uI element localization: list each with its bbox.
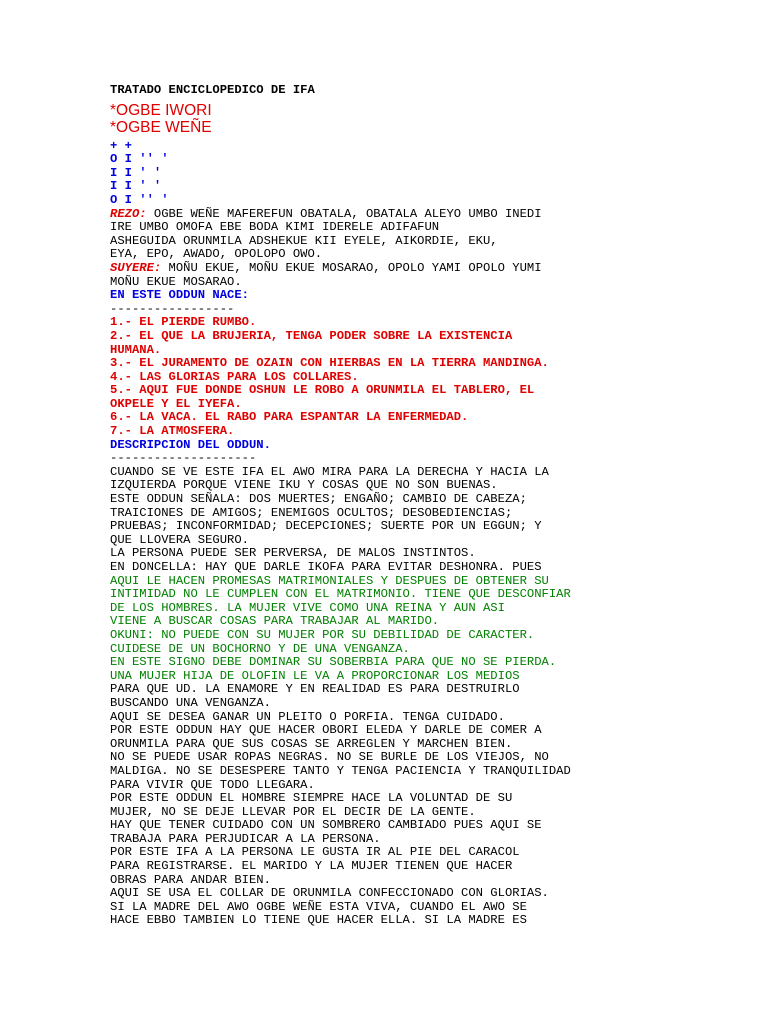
descripcion-body <box>110 466 750 928</box>
nace-item: 7.- LA ATMOSFERA. <box>110 424 235 439</box>
nace-item: 6.- LA VACA. EL RABO PARA ESPANTAR LA ENFERMEDAD. <box>110 410 469 425</box>
descripcion-line: POR ESTE ODDUN EL HOMBRE SIEMPRE HACE LA VOLUNTAD DE SU <box>110 791 513 806</box>
rezo-line: OGBE WEÑE MAFEREFUN OBATALA, OBATALA ALEYO UMBO INEDI <box>146 206 542 221</box>
descripcion-line: PARA VIVIR QUE TODO LLEGARA. <box>110 777 315 792</box>
descripcion-line: TRABAJA PARA PERJUDICAR A LA PERSONA. <box>110 831 381 846</box>
descripcion-line: VIENE A BUSCAR COSAS PARA TRABAJAR AL MARIDO. <box>110 614 440 629</box>
descripcion-line: DE LOS HOMBRES. LA MUJER VIVE COMO UNA REINA Y AUN ASI <box>110 600 505 615</box>
odu-glyph <box>110 140 750 208</box>
glyph-row: O I '' ' <box>110 152 169 167</box>
rezo-line: IRE UMBO OMOFA EBE BODA KIMI IDERELE ADIFAFUN <box>110 220 440 235</box>
descripcion-line: ESTE ODDUN SEÑALA: DOS MUERTES; ENGAÑO; CAMBIO DE CABEZA; <box>110 492 527 507</box>
document-title: TRATADO ENCICLOPEDICO DE IFA <box>110 83 315 97</box>
rezo-section <box>110 208 750 262</box>
glyph-row: I I ' ' <box>110 179 162 194</box>
glyph-row: + + <box>110 138 132 153</box>
nace-item: 3.- EL JURAMENTO DE OZAIN CON HIERBAS EN LA TIERRA MANDINGA. <box>110 356 549 371</box>
descripcion-line: OBRAS PARA ANDAR BIEN. <box>110 872 271 887</box>
descripcion-line: OKUNI: NO PUEDE CON SU MUJER POR SU DEBILIDAD DE CARACTER. <box>110 627 535 642</box>
descripcion-line: HAY QUE TENER CUIDADO CON UN SOMBRERO CAMBIADO PUES AQUI SE <box>110 818 542 833</box>
nace-item: 4.- LAS GLORIAS PARA LOS COLLARES. <box>110 369 359 384</box>
descripcion-line: PARA REGISTRARSE. EL MARIDO Y LA MUJER TIENEN QUE HACER <box>110 859 513 874</box>
descripcion-line: UNA MUJER HIJA DE OLOFIN LE VA A PROPORCIONAR LOS MEDIOS <box>110 668 520 683</box>
sign-name-wene: *OGBE WEÑE <box>110 118 212 136</box>
glyph-row: O I '' ' <box>110 192 169 207</box>
descripcion-line: PARA QUE UD. LA ENAMORE Y EN REALIDAD ES PARA DESTRUIRLO <box>110 682 520 697</box>
suyere-section <box>110 262 750 289</box>
sign-name-iwori: *OGBE IWORI <box>110 101 212 119</box>
suyere-line: MOÑU EKUE, MOÑU EKUE MOSARAO, OPOLO YAMI OPOLO YUMI <box>161 260 542 275</box>
descripcion-line: BUSCANDO UNA VENGANZA. <box>110 695 271 710</box>
nace-section <box>110 289 750 439</box>
nace-heading: EN ESTE ODDUN NACE: <box>110 288 249 303</box>
descripcion-line: EN ESTE SIGNO DEBE DOMINAR SU SOBERBIA PARA QUE NO SE PIERDA. <box>110 655 557 670</box>
descripcion-heading: DESCRIPCION DEL ODDUN. <box>110 437 271 452</box>
section-rule: -------------------- <box>110 451 257 466</box>
descripcion-line: AQUI SE USA EL COLLAR DE ORUNMILA CONFECCIONADO CON GLORIAS. <box>110 886 549 901</box>
document-page <box>110 84 750 928</box>
suyere-line: MOÑU EKUE MOSARAO. <box>110 274 242 289</box>
descripcion-line: QUE LLOVERA SEGURO. <box>110 532 249 547</box>
nace-item: 2.- EL QUE LA BRUJERIA, TENGA PODER SOBRE LA EXISTENCIA <box>110 328 513 343</box>
descripcion-line: CUIDESE DE UN BOCHORNO Y DE UNA VENGANZA. <box>110 641 410 656</box>
glyph-row: I I ' ' <box>110 165 162 180</box>
descripcion-line: LA PERSONA PUEDE SER PERVERSA, DE MALOS INSTINTOS. <box>110 546 476 561</box>
descripcion-line: MALDIGA. NO SE DESESPERE TANTO Y TENGA PACIENCIA Y TRANQUILIDAD <box>110 763 571 778</box>
descripcion-line: SI LA MADRE DEL AWO OGBE WEÑE ESTA VIVA, CUANDO EL AWO SE <box>110 899 527 914</box>
descripcion-line: CUANDO SE VE ESTE IFA EL AWO MIRA PARA LA DERECHA Y HACIA LA <box>110 464 549 479</box>
descripcion-line: PRUEBAS; INCONFORMIDAD; DECEPCIONES; SUERTE POR UN EGGUN; Y <box>110 519 542 534</box>
section-rule: ----------------- <box>110 301 235 316</box>
descripcion-line: POR ESTE ODDUN HAY QUE HACER OBORI ELEDA Y DARLE DE COMER A <box>110 723 542 738</box>
descripcion-line: HACE EBBO TAMBIEN LO TIENE QUE HACER ELLA. SI LA MADRE ES <box>110 913 527 928</box>
descripcion-line: NO SE PUEDE USAR ROPAS NEGRAS. NO SE BURLE DE LOS VIEJOS, NO <box>110 750 549 765</box>
descripcion-line: MUJER, NO SE DEJE LLEVAR POR EL DECIR DE LA GENTE. <box>110 804 476 819</box>
nace-item: 1.- EL PIERDE RUMBO. <box>110 315 257 330</box>
rezo-line: EYA, EPO, AWADO, OPOLOPO OWO. <box>110 247 323 262</box>
rezo-label: REZO: <box>110 206 147 221</box>
descripcion-line: ORUNMILA PARA QUE SUS COSAS SE ARREGLEN Y MARCHEN BIEN. <box>110 736 513 751</box>
descripcion-line: TRAICIONES DE AMIGOS; ENEMIGOS OCULTOS; DESOBEDIENCIAS; <box>110 505 513 520</box>
descripcion-section <box>110 439 750 928</box>
descripcion-line: AQUI SE DESEA GANAR UN PLEITO O PORFIA. TENGA CUIDADO. <box>110 709 505 724</box>
nace-item: OKPELE Y EL IYEFA. <box>110 396 242 411</box>
descripcion-line: INTIMIDAD NO LE CUMPLEN CON EL MATRIMONIO. TIENE QUE DESCONFIAR <box>110 587 571 602</box>
descripcion-line: AQUI LE HACEN PROMESAS MATRIMONIALES Y DESPUES DE OBTENER SU <box>110 573 549 588</box>
suyere-label: SUYERE: <box>110 260 162 275</box>
nace-item: HUMANA. <box>110 342 162 357</box>
descripcion-line: EN DONCELLA: HAY QUE DARLE IKOFA PARA EVITAR DESHONRA. PUES <box>110 560 542 574</box>
descripcion-line: IZQUIERDA PORQUE VIENE IKU Y COSAS QUE NO SON BUENAS. <box>110 478 498 493</box>
descripcion-line: POR ESTE IFA A LA PERSONA LE GUSTA IR AL PIE DEL CARACOL <box>110 845 520 860</box>
rezo-line: ASHEGUIDA ORUNMILA ADSHEKUE KII EYELE, AIKORDIE, EKU, <box>110 233 498 248</box>
nace-item: 5.- AQUI FUE DONDE OSHUN LE ROBO A ORUNMILA EL TABLERO, EL <box>110 383 535 398</box>
